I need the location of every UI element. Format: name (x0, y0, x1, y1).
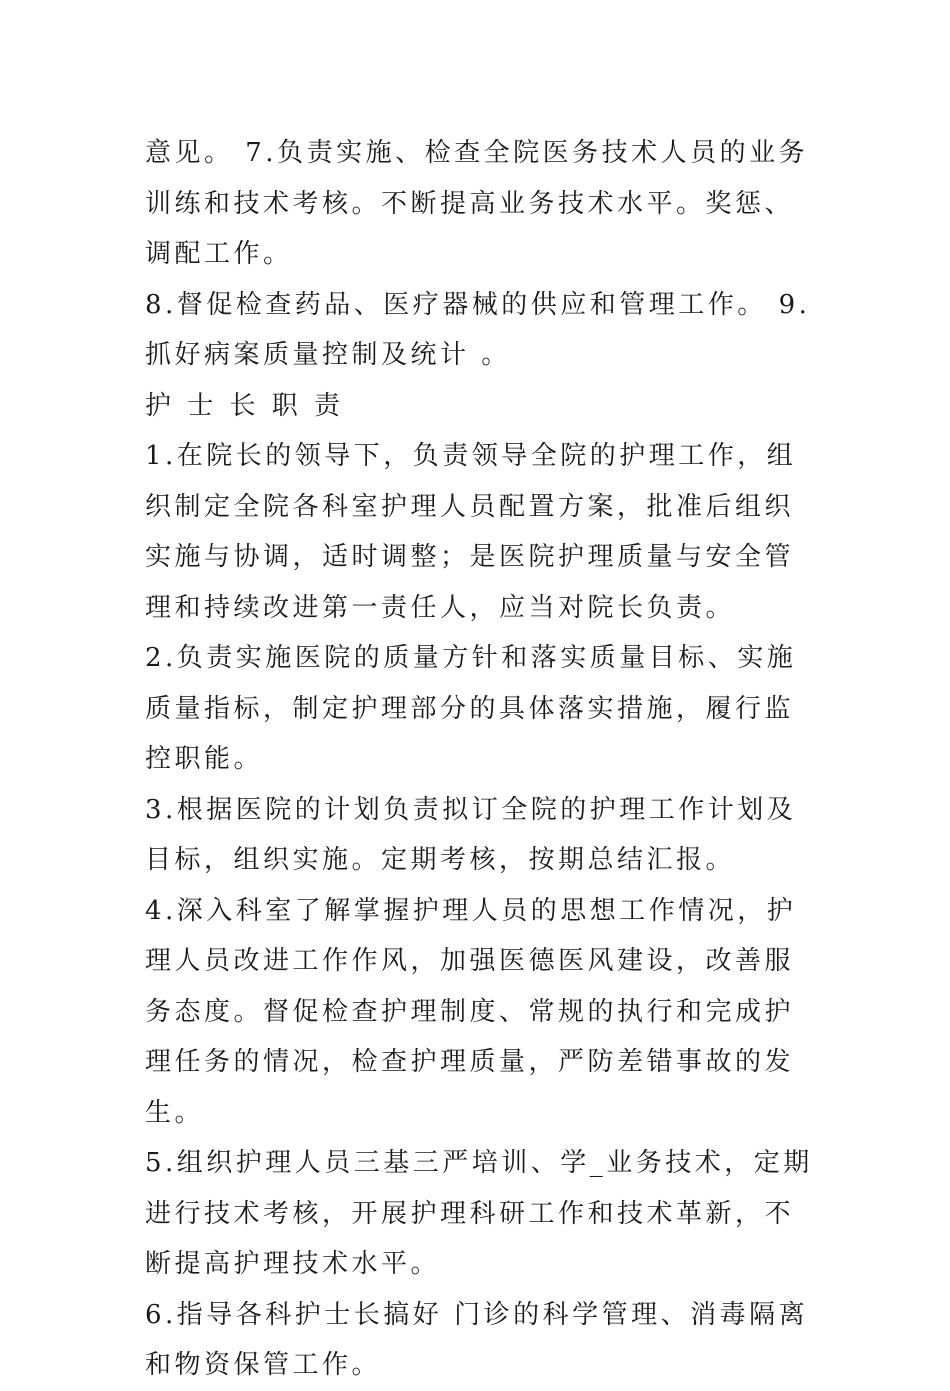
paragraph-duties-8-9: 8.督促检查药品、医疗器械的供应和管理工作。 9.抓好病案质量控制及统计 。 (145, 289, 811, 370)
section-heading-head-nurse-duties: 护 士 长 职 责 (145, 390, 345, 421)
paragraph-nurse-duty-5: 5.组织护理人员三基三严培训、学_业务技术，定期进行技术考核，开展护理科研工作和技术革新，不断提高护理技术水平。 (145, 1148, 813, 1279)
paragraph-nurse-duty-3: 3.根据医院的计划负责拟订全院的护理工作计划及目标，组织实施。定期考核，按期总结汇报。 (145, 794, 797, 875)
paragraph-nurse-duty-2: 2.负责实施医院的质量方针和落实质量目标、实施质量指标，制定护理部分的具体落实措施，履行监控职能。 (145, 643, 797, 774)
document-body (145, 128, 815, 1391)
paragraph-duties-7: 意见。 7.负责实施、检查全院医务技术人员的业务训练和技术考核。不断提高业务技术水平。奖惩、调配工作。 (145, 138, 809, 269)
paragraph-nurse-duty-4: 4.深入科室了解掌握护理人员的思想工作情况，护理人员改进工作作风，加强医德医风建设，改善服务态度。督促检查护理制度、常规的执行和完成护理任务的情况，检查护理质量，严防差错事故的发生。 (145, 895, 797, 1128)
paragraph-nurse-duty-6: 6.指导各科护士长搞好 门诊的科学管理、消毒隔离和物资保管工作。 (145, 1299, 809, 1380)
paragraph-nurse-duty-1: 1.在院长的领导下，负责领导全院的护理工作，组织制定全院各科室护理人员配置方案，批准后组织实施与协调，适时调整；是医院护理质量与安全管理和持续改进第一责任人，应当对院长负责。 (145, 441, 797, 623)
